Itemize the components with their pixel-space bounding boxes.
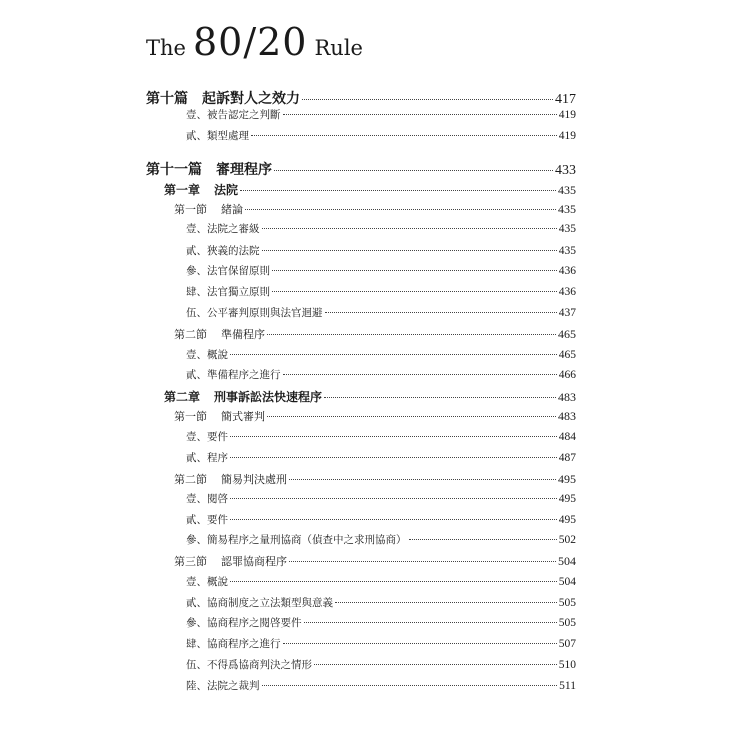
toc-entry-label	[186, 636, 281, 651]
toc-entry	[186, 243, 576, 258]
toc-entry-title: 刑事訴訟法快速程序	[214, 390, 323, 404]
dot-leader	[283, 643, 557, 644]
toc-entry-title: 壹、概說	[186, 576, 228, 588]
dot-leader	[230, 581, 557, 582]
header-number: 80/20	[192, 20, 308, 64]
toc-entry-page: 484	[558, 431, 576, 443]
dot-leader	[314, 664, 557, 665]
toc-entry-title: 壹、法院之審級	[186, 223, 260, 235]
toc-entry-title: 簡式審判	[221, 410, 265, 423]
toc-entry-title: 伍、公平審判原則與法官迴避	[186, 307, 323, 319]
toc-entry	[186, 367, 576, 382]
toc-entry-number: 第二章	[164, 390, 201, 404]
toc-entry-title: 認罪協商程序	[221, 555, 287, 568]
toc-entry	[186, 347, 576, 362]
dot-leader	[325, 312, 557, 313]
toc-entry-page: 435	[558, 202, 576, 216]
toc-entry	[186, 450, 576, 465]
dot-leader	[409, 539, 557, 540]
toc-entry-title: 肆、法官獨立原則	[186, 286, 270, 298]
toc-entry-label	[186, 367, 281, 382]
toc-entry-title: 伍、不得爲協商判決之情形	[186, 659, 312, 671]
toc-entry-number: 第一節	[174, 203, 207, 216]
toc-entry	[164, 388, 576, 405]
toc-entry	[174, 201, 576, 217]
toc-entry-number: 第三節	[174, 555, 207, 568]
toc-entry-page: 510	[558, 659, 576, 671]
toc-entry-page: 435	[558, 223, 576, 235]
toc-entry	[186, 574, 576, 589]
toc-entry-number: 第二節	[174, 328, 207, 341]
toc-entry-title: 壹、概說	[186, 349, 228, 361]
toc-entry	[186, 636, 576, 651]
toc-entry-label	[186, 450, 228, 465]
toc-entry	[186, 491, 576, 506]
dot-leader	[302, 99, 553, 100]
dot-leader	[262, 228, 557, 229]
toc-entry-title: 準備程序	[221, 328, 265, 341]
dot-leader	[283, 374, 557, 375]
toc-entry-label	[186, 107, 281, 122]
dot-leader	[304, 622, 557, 623]
toc-entry-label	[174, 471, 287, 487]
toc-entry-label	[146, 159, 272, 179]
toc-entry	[174, 326, 576, 342]
toc-entry	[146, 88, 576, 108]
toc-entry-title: 貳、類型處理	[186, 130, 249, 142]
toc-entry-label	[186, 305, 323, 320]
toc-entry-page: 495	[558, 514, 576, 526]
toc-entry-label	[186, 243, 260, 258]
dot-leader	[289, 479, 556, 480]
toc-entry-title: 壹、閱啓	[186, 493, 228, 505]
toc-entry	[186, 263, 576, 278]
dot-leader	[230, 457, 557, 458]
toc-entry-label	[186, 221, 260, 236]
toc-entry-page: 436	[558, 265, 576, 277]
toc-entry-title: 陸、法院之裁判	[186, 680, 260, 692]
toc-entry-page: 483	[558, 409, 576, 423]
header-rule: Rule	[314, 36, 363, 60]
dot-leader	[245, 209, 556, 210]
toc-entry-page: 436	[558, 286, 576, 298]
toc-entry-page: 502	[558, 534, 576, 546]
toc-entry	[186, 429, 576, 444]
toc-entry-page: 419	[558, 109, 576, 121]
toc-entry-page: 495	[558, 472, 576, 486]
toc-entry	[186, 221, 576, 236]
toc-entry-label	[186, 615, 302, 630]
toc-entry-label	[174, 326, 265, 342]
dot-leader	[335, 602, 557, 603]
dot-leader	[324, 397, 556, 398]
toc-entry-title: 起訴對人之效力	[202, 91, 300, 107]
toc-entry-page: 487	[558, 452, 576, 464]
toc-entry-number: 第一章	[164, 183, 201, 197]
dot-leader	[272, 270, 557, 271]
dot-leader	[230, 436, 557, 437]
toc-entry-number: 第十篇	[146, 91, 188, 107]
toc-entry-page: 495	[558, 493, 576, 505]
toc-entry-label	[186, 429, 228, 444]
toc-entry	[146, 159, 576, 179]
toc-entry	[186, 284, 576, 299]
toc-entry-page: 504	[558, 554, 576, 568]
toc-entry-page: 435	[558, 245, 576, 257]
toc-entry	[186, 678, 576, 693]
toc-entry-page: 465	[558, 349, 576, 361]
dot-leader	[262, 250, 557, 251]
dot-leader	[262, 685, 558, 686]
toc-entry	[164, 181, 576, 198]
dot-leader	[267, 334, 556, 335]
toc-entry	[186, 595, 576, 610]
toc-entry-label	[174, 201, 243, 217]
toc-entry	[186, 512, 576, 527]
toc-entry-page: 465	[558, 327, 576, 341]
dot-leader	[267, 416, 556, 417]
toc-entry	[186, 107, 576, 122]
toc-entry-page: 505	[558, 617, 576, 629]
toc-entry-title: 貳、準備程序之進行	[186, 369, 281, 381]
toc-entry-label	[186, 491, 228, 506]
toc-entry-page: 504	[558, 576, 576, 588]
toc-entry-title: 貳、要件	[186, 514, 228, 526]
toc-entry-label	[186, 657, 312, 672]
toc-entry-page: 507	[558, 638, 576, 650]
dot-leader	[272, 291, 557, 292]
dot-leader	[240, 190, 556, 191]
toc-entry	[174, 408, 576, 424]
dot-leader	[251, 135, 557, 136]
toc-entry-title: 法院	[214, 183, 239, 197]
toc-entry-label	[186, 574, 228, 589]
toc-entry-label	[146, 88, 300, 108]
toc-entry	[186, 532, 576, 547]
toc-entry	[186, 305, 576, 320]
dot-leader	[274, 170, 553, 171]
toc-entry-title: 貳、程序	[186, 452, 228, 464]
toc-entry-title: 肆、協商程序之進行	[186, 638, 281, 650]
toc-entry-page: 433	[555, 163, 576, 178]
toc-entry-number: 第二節	[174, 473, 207, 486]
toc-entry-title: 簡易判決處刑	[221, 473, 287, 486]
toc-entry-label	[186, 595, 333, 610]
toc-entry-label	[164, 181, 238, 198]
toc-entry-label	[186, 263, 270, 278]
toc-entry-page: 417	[555, 92, 576, 107]
toc-entry-label	[174, 408, 265, 424]
toc-entry-page: 483	[558, 390, 576, 404]
toc-entry-title: 參、法官保留原則	[186, 265, 270, 277]
toc-entry-label	[186, 128, 249, 143]
toc-entry-label	[186, 512, 228, 527]
toc-entry-label	[174, 553, 287, 569]
toc-entry-label	[186, 678, 260, 693]
dot-leader	[283, 114, 557, 115]
dot-leader	[230, 519, 557, 520]
toc-entry-page: 511	[559, 680, 576, 692]
toc-entry-page: 435	[558, 183, 576, 197]
toc-entry	[186, 128, 576, 143]
toc-entry-number: 第一節	[174, 410, 207, 423]
running-header	[146, 20, 363, 70]
toc-entry-title: 壹、要件	[186, 431, 228, 443]
toc-entry-label	[186, 532, 407, 547]
dot-leader	[230, 498, 557, 499]
toc-entry-title: 貳、狹義的法院	[186, 245, 260, 257]
toc-entry-title: 壹、被告認定之判斷	[186, 109, 281, 121]
header-the: The	[146, 36, 186, 60]
dot-leader	[230, 354, 557, 355]
toc-entry-title: 參、簡易程序之量刑協商（偵查中之求刑協商）	[186, 534, 407, 546]
toc-entry	[186, 615, 576, 630]
toc-entry-number: 第十一篇	[146, 162, 202, 178]
toc-entry-title: 審理程序	[216, 162, 272, 178]
dot-leader	[289, 561, 556, 562]
toc-entry	[174, 471, 576, 487]
toc-entry-label	[186, 347, 228, 362]
toc-entry-title: 貳、協商制度之立法類型與意義	[186, 597, 333, 609]
toc-entry	[186, 657, 576, 672]
toc-entry-page: 466	[558, 369, 576, 381]
toc-entry-label	[164, 388, 322, 405]
toc-entry-title: 緒論	[221, 203, 243, 216]
toc-entry-page: 419	[558, 130, 576, 142]
toc-entry-page: 437	[558, 307, 576, 319]
toc-entry-label	[186, 284, 270, 299]
toc-entry-title: 參、協商程序之閱啓要件	[186, 617, 302, 629]
toc-entry	[174, 553, 576, 569]
toc-entry-page: 505	[558, 597, 576, 609]
